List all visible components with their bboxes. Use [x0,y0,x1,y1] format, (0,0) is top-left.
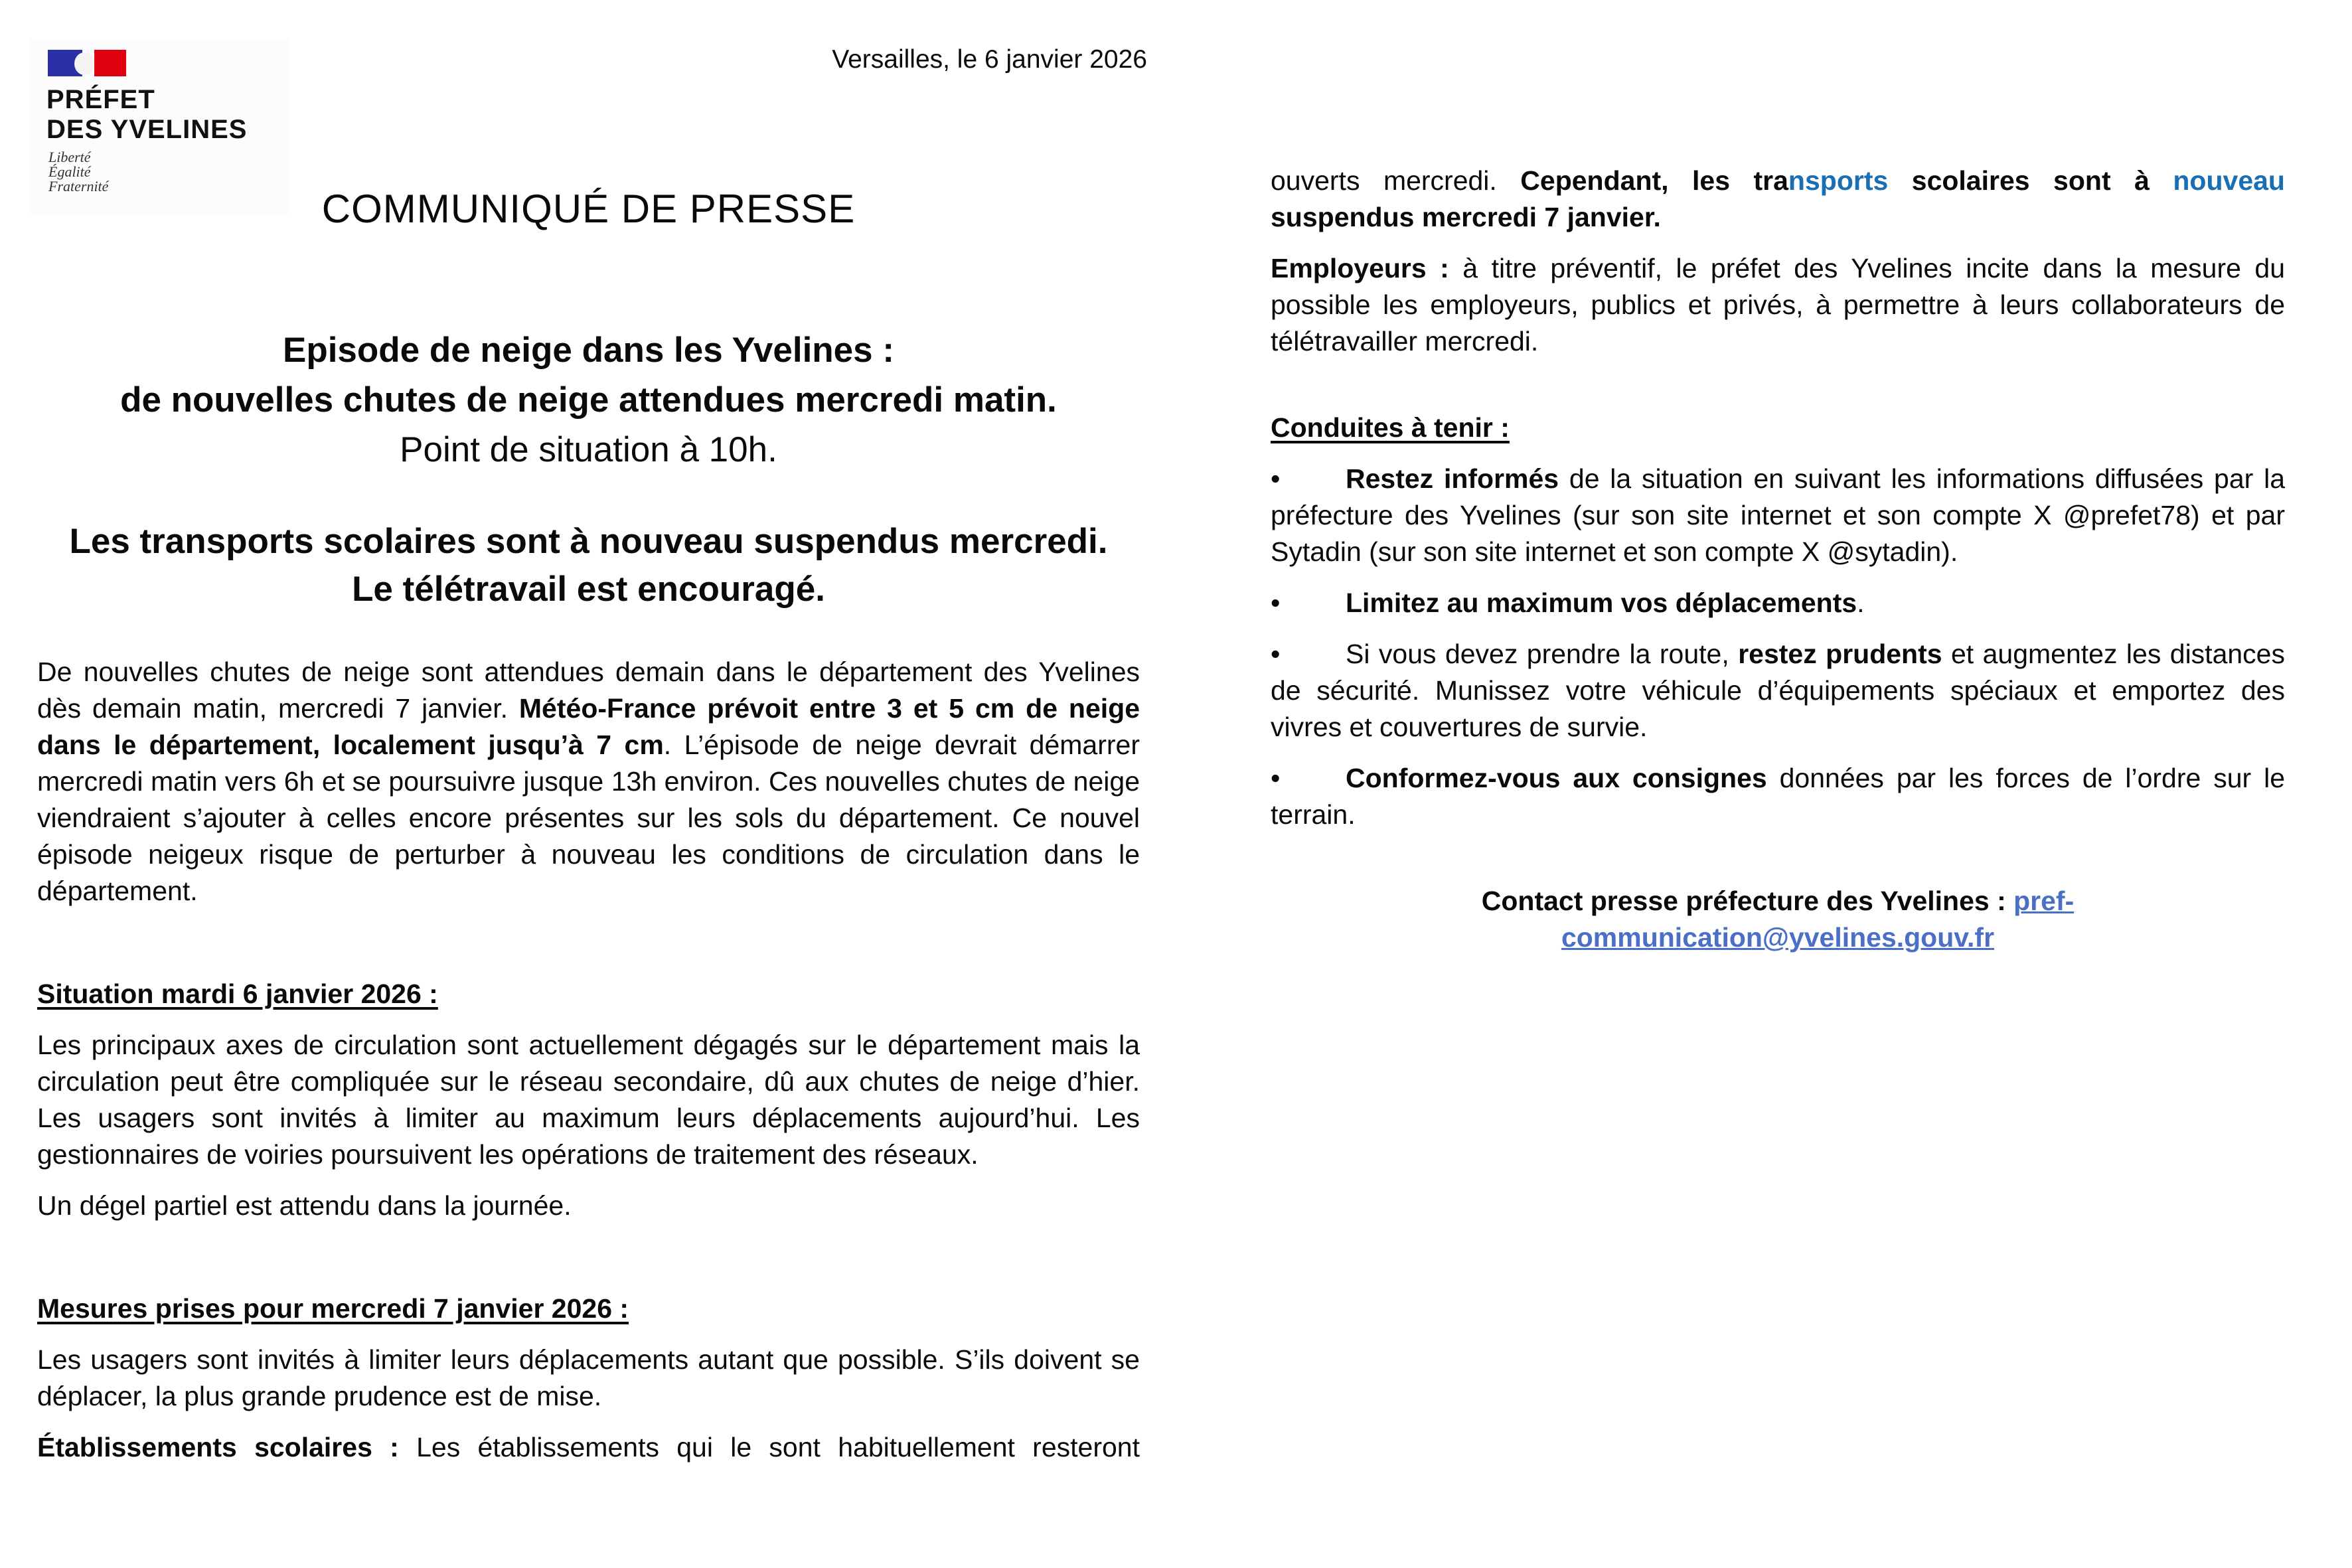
situation-paragraph-1: Les principaux axes de circulation sont actuellement dégagés sur le département mais la circulation peut être compliquée sur le réseau secondaire, dû aux chutes de neige d’hier. Les usagers sont invités à limiter au maximum leurs déplacements aujourd’hui. Les gestionnaires de voiries poursuivent les opérations de traitement des réseaux. [37,1030,1140,1170]
schools-text-start: Les établissements qui le sont habituellement resteront [398,1432,1140,1462]
conduct-item-4-bold: Conformez-vous aux consignes [1346,763,1767,793]
conduct-item-2 [1271,585,2285,621]
schools-label: Établissements scolaires : [37,1432,399,1462]
title-line-1: Episode de neige dans les Yvelines : [282,331,894,370]
intro-text-1: De nouvelles chutes de neige sont attendues demain dans le département des Yvelines dès demain matin, mercredi 7 janvier. [37,657,1140,724]
conduct-heading: Conduites à tenir : [1271,412,1510,443]
press-release-title [37,325,1140,475]
situation-paragraph-2: Un dégel partiel est attendu dans la journée. [37,1190,572,1221]
conduct-item-3-pre: Si vous devez prendre la route, [1346,639,1739,669]
conduct-item-2-bold: Limitez au maximum vos déplacements [1346,588,1857,618]
motto-fraternite: Fraternité [48,178,109,195]
schools-bold-a: Cependant, les tra [1520,165,1788,196]
conduct-item-4-text: données par les forces de l’ordre sur le terrain. [1271,763,2285,830]
employers-paragraph [1271,250,2285,360]
schools-paragraph-start [37,1429,1140,1466]
schools-text-end: ouverts mercredi. [1271,165,1521,196]
schools-bold-c: suspendus mercredi 7 janvier. [1271,202,1661,232]
left-column [37,654,1140,1466]
conduct-item-1 [1271,461,2285,570]
marianne-flag-icon [48,50,126,76]
situation-heading: Situation mardi 6 janvier 2026 : [37,979,438,1009]
title-line-2: de nouvelles chutes de neige attendues mercredi matin. [120,380,1057,420]
intro-snow-forecast: Météo-France prévoit entre 3 et 5 cm de neige dans le département, localement jusqu’à 7 cm [37,693,1140,760]
employers-text: à titre préventif, le préfet des Yvelines incite dans la mesure du possible les employeurs, publics et privés, à permettre à leurs collaborateurs de télétravailler mercredi. [1271,253,2285,356]
document-date: Versailles, le 6 janvier 2026 [832,45,1147,74]
conduct-item-2-text: . [1857,588,1865,618]
press-release-subtitle [37,518,1140,613]
bullet-icon: • [1271,763,1281,793]
conduct-item-3-bold: restez prudents [1738,639,1942,669]
conduct-item-4 [1271,760,2285,833]
employers-label: Employeurs : [1271,253,1449,283]
logo-title [46,85,247,145]
logo-title-line1: PRÉFET [46,85,155,114]
measures-paragraph-1: Les usagers sont invités à limiter leurs déplacements autant que possible. S’ils doivent se déplacer, la plus grande prudence est de mise. [37,1344,1140,1411]
logo-title-line2: DES YVELINES [46,115,248,144]
press-contact [1271,883,2285,956]
intro-paragraph [37,654,1140,909]
title-line-3: Point de situation à 10h. [400,430,777,469]
motto-egalite: Égalité [48,163,91,180]
schools-highlight-transports: nsports [1788,165,1889,196]
conduct-item-3 [1271,636,2285,745]
right-column [1271,163,2285,956]
schools-bold-b: scolaires sont à [1888,165,2173,196]
schools-highlight-nouveau: nouveau [2173,165,2285,196]
press-contact-email-link[interactable]: pref-communication@yvelines.gouv.fr [1561,886,2075,953]
motto-liberte: Liberté [48,149,91,165]
schools-paragraph-continued [1271,163,2285,236]
measures-heading: Mesures prises pour mercredi 7 janvier 2026 : [37,1293,629,1324]
intro-text-2: . L’épisode de neige devrait démarrer mercredi matin vers 6h et se poursuivre jusque 13h environ. Ces nouvelles chutes de neige viendraient s’ajouter à celles encore présentes sur les sols du département. Ce nouvel épisode neigeux risque de perturber à nouveau les conditions de circulation dans le département. [37,730,1140,906]
bullet-icon: • [1271,639,1281,669]
document-type-heading: COMMUNIQUÉ DE PRESSE [321,187,856,231]
conduct-item-1-text: de la situation en suivant les informations diffusées par la préfecture des Yvelines (sur son site internet et son compte X @prefet78) et par Sytadin (sur son site internet et son compte X @sytadin). [1271,463,2285,567]
conduct-item-1-bold: Restez informés [1346,463,1559,494]
conduct-item-3-text: et augmentez les distances de sécurité. Munissez votre véhicule d’équipements spéciaux et emportez des vivres et couvertures de survie. [1271,639,2285,742]
subtitle-line-1: Les transports scolaires sont à nouveau suspendus mercredi. [69,522,1108,561]
bullet-icon: • [1271,588,1281,618]
bullet-icon: • [1271,463,1281,494]
subtitle-line-2: Le télétravail est encouragé. [352,570,825,609]
press-contact-label: Contact presse préfecture des Yvelines : [1481,886,2014,916]
